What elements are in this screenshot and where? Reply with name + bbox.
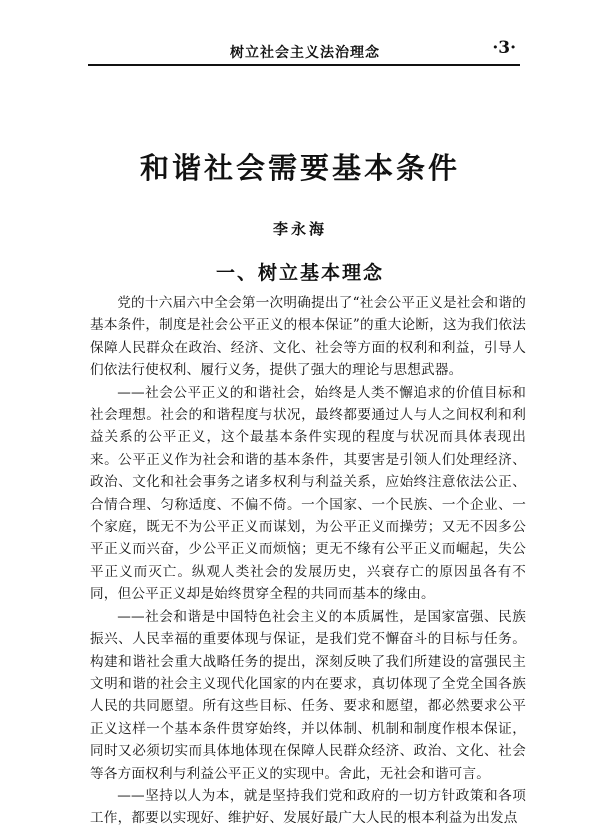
page-number: ·3· — [492, 38, 516, 58]
paragraph-3: ——社会和谐是中国特色社会主义的本质属性，是国家富强、民族振兴、人民幸福的重要体现与保证，是我们党不懈奋斗的目标与任务。构建和谐社会重大战略任务的提出，深刻反映了我们所建设的富强民主文明和谐的社会主义现代化国家的内在要求，真切体现了全党全国各族人民的共同愿望。所有这些目标、任务、要求和愿望，都必然要求公平正义这样一个基本条件贯穿始终，并以体制、机制和制度作根本保证，同时又必须切实而具体地体现在保障人民群众经济、政治、文化、社会等各方面权利与利益公平正义的实现中。舍此，无社会和谐可言。 — [90, 608, 526, 782]
article-title: 和谐社会需要基本条件 — [139, 151, 460, 185]
running-title: 树立社会主义法治理念 — [230, 45, 380, 61]
author-name: 李永海 — [272, 220, 327, 238]
section-heading: 一、树立基本理念 — [215, 262, 384, 284]
paragraph-2: ——社会公平正义的和谐社会，始终是人类不懈追求的价值目标和社会理想。社会的和谐程度与状况，最终都要通过人与人之间权利和利益关系的公平正义，这个最基本条件实现的程度与状况而具体表现出来。公平正义作为社会和谐的基本条件，其要害是引领人们处理经济、政治、文化和社会事务之诸多权利与利益关系，应始终注意依法公正、合情合理、匀称适度、不偏不倚。一个国家、一个民族、一个企业、一个家庭，既无不为公平正义而谋划，为公平正义而操劳；又无不因多公平正义而兴奋，少公平正义而烦恼；更无不缘有公平正义而崛起，失公平正义而灭亡。纵观人类社会的发展历史，兴衰存亡的原因虽各有不同，但公平正义却是始终贯穿全程的共同而基本的缘由。 — [90, 384, 526, 603]
paragraph-4: ——坚持以人为本，就是坚持我们党和政府的一切方针政策和各项工作，都要以实现好、维护好、发展好最广大人民的根本利益为出发点 — [90, 787, 526, 827]
article-body — [90, 292, 526, 830]
page-header — [88, 28, 520, 66]
paragraph-1: 党的十六届六中全会第一次明确提出了“社会公平正义是社会和谐的基本条件，制度是社会公平正义的根本保证”的重大论断，这为我们依法保障人民群众在政治、经济、文化、社会等方面的权利和利益，引导人们依法行使权利、履行义务，提供了强大的理论与思想武器。 — [90, 295, 526, 379]
